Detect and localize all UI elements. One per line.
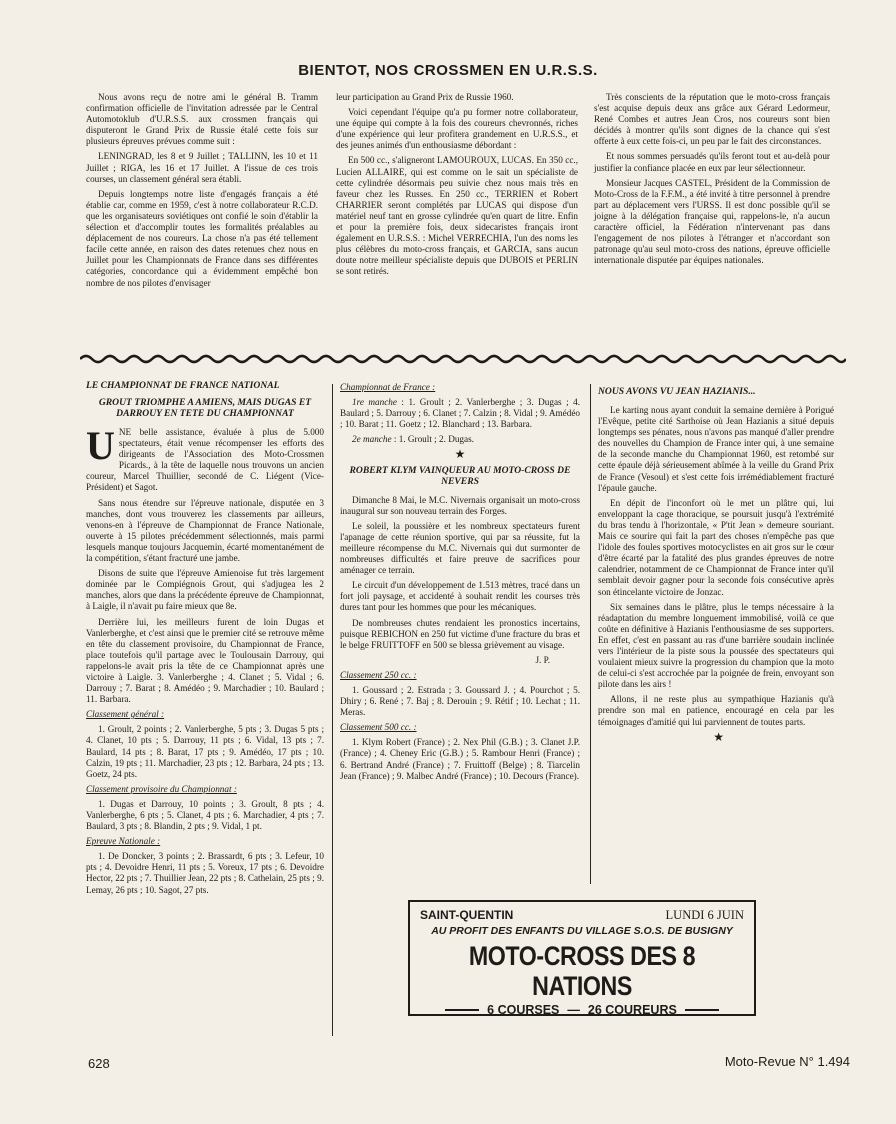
general-label: Classement général :	[86, 709, 165, 720]
ad-riders: 26 COUREURS	[587, 1003, 677, 1017]
author-signature: J. P.	[535, 654, 550, 665]
ad-left-rule	[445, 1009, 479, 1011]
champ-france-label: Championnat de France :	[340, 382, 436, 392]
nevers-para-4: De nombreuses chutes rendaient les pronostics incertains, puisque REBICHON en 250 fut victime d'une fracture du bras et le belge FRUITTOFF en 500 se blessa grièvement au visage.	[340, 617, 580, 650]
column-rule-2	[590, 384, 591, 884]
top-col2-para-2: Voici cependant l'équipe qu'a pu former notre collaborateur, une équipe qui compte à la fois des coureurs chevronnés, riches d'une expérience qui leur profitera grandement en U.R.S.S., et des jeunes animés d'un enthousiasme débordant :	[336, 107, 578, 151]
national-results: 1. De Doncker, 3 points ; 2. Brassardt, 6 pts ; 3. Lefeur, 10 pts ; 4. Devoidre Henri, 11 pts ; 5. Voreux, 17 pts ; 6. Devoidre Hector, 22 pts ; 7. Thuillier Jean, 22 pts ; 8. Cathelain, 25 pts ; 9. Lemay, 26 pts ; 10. Sagot, 27 pts.	[86, 851, 324, 895]
provisional-label: Classement provisoire du Championnat :	[86, 783, 237, 794]
hazianis-para-1: Le karting nous ayant conduit la semaine dernière à Porigué l'Evêque, petite cité Sarthoise où Jean Hazianis a situé depuis longtemps ses pénates, nous n'avons pas manqué d'aller prendre des nouvelles du Champion de France inter qui, à une semaine de la seconde manche du Championnat 1960, est retombé sur cette épaule déjà sérieusement abîmée à la veille du Grand Prix de France (Vesoul) et s'est cette fois irrémédiablement fracturé l'épaule gauche.	[598, 405, 834, 493]
ad-city: SAINT-QUENTIN	[420, 908, 514, 922]
section-title: LE CHAMPIONNAT DE FRANCE NATIONAL	[86, 380, 280, 391]
top-article-col1	[86, 92, 318, 293]
ad-benefit: AU PROFIT DES ENFANTS DU VILLAGE S.O.S. DE BUSIGNY	[431, 925, 733, 937]
general-results: 1. Groult, 2 points ; 2. Vanlerberghe, 5 pts ; 3. Dugas 5 pts ; 4. Clanet, 10 pts ; 5. Darrouy, 11 pts ; 6. Vidal, 13 pts ; 7. Baulard, 14 pts ; 8. Barat, 17 pts ; 9. Amédéo, 17 pts ; 10. Calzin, 19 pts ; 11. Marchadier, 23 pts ; 12. Barbara, 24 pts ; 13. Goetz, 24 pts.	[86, 724, 324, 779]
manche-2-results	[340, 434, 580, 445]
top-col3-para-1: Très conscients de la réputation que le moto-cross français s'est acquise depuis deux ans grâce aux Gérard Ledormeur, René Combes et autres Jean Cros, nos coureurs sont bien décidés à montrer qu'ils sont dignes de la chance qui s'est offerte à eux cette fois-ci, un peu par le fait des circonstances.	[594, 92, 830, 147]
hazianis-para-2: En dépit de l'inconfort où le met un plâtre qui, lui enveloppant la cage thoracique, se poursuit jusqu'à l'extrémité du bras tendu à l'horizontale, « P'tit Jean » demeure souriant. Mais ce sourire qui fait la part des choses n'empêche pas que l'idole des foules sportives motocyclistes en ait gros sur le cœur d'être écarté par la fatalité des plus grandes épreuves de notre calendrier, notamment de ce Championnat de France inter qu'il semblait devoir gagner pour la seconde fois consécutive après son étincelante victoire de Jonzac.	[598, 497, 834, 597]
manche-1-text: : 1. Groult ; 2. Vanlerberghe ; 3. Dugas ; 4. Baulard ; 5. Darrouy ; 6. Clanet ; 7. Calzin ; 8. Vidal ; 9. Amédéo ; 10. Barat ; 11. Goetz ; 12. Blanchard ; 13. Barbara.	[340, 397, 580, 430]
c250-label: Classement 250 cc. :	[340, 669, 417, 680]
c500-results: 1. Klym Robert (France) ; 2. Nex Phil (G.B.) ; 3. Clanet J.P. (France) ; 4. Cheney Eric (G.B.) ; 5. Rambour Henri (France) ; 6. Bertrand André (France) ; 7. Fruittoff (Belge) ; 8. Tiarcelin Jean (France) ; 9. Malbec André (France) ; 10. Decours (France).	[340, 737, 580, 781]
top-col1-para-1: Nous avons reçu de notre ami le général B. Tramm confirmation officielle de l'invitation adressée par le Central Automotoklub d'U.R.S.S. aux crossmen français qui disputeront le Grand Prix de Russie étalé cette fois sur plusieurs épreuves prévues comme suit :	[86, 92, 318, 147]
champ-para-3: Derrière lui, les meilleurs furent de loin Dugas et Vanlerberghe, et c'est ainsi que le premier cité se retrouve même en tête du classement provisoire, du Championnat de France, place toutefois qu'il partage avec le Toulousain Darrouy, qui rappelons-le avait pris la tête de ce Championnat après une victoire à Laigle. 3. Vanlerberghe ; 4. Clanet ; 5. Vidal ; 6. Darrouy ; 7. Barat ; 8. Amédéo ; 9. Marchadier ; 10. Baulard ; 11. Barbara.	[86, 616, 324, 705]
star-separator: ★	[454, 447, 466, 462]
column-rule-1	[332, 384, 333, 1036]
article-subtitle: GROUT TRIOMPHE A AMIENS, MAIS DUGAS ET DARROUY EN TETE DU CHAMPIONNAT	[98, 397, 312, 419]
c250-results: 1. Goussard ; 2. Estrada ; 3. Goussard J. ; 4. Pourchot ; 5. Dhiry ; 6. René ; 7. Baj ; 8. Derouin ; 9. Rétif ; 10. Lechat ; 11. Meras.	[340, 684, 580, 718]
nevers-para-3: Le circuit d'un développement de 1.513 mètres, tracé dans un fort joli paysage, et accidenté à souhait rendit les courses très dures tant pour les hommes que pour les mécaniques.	[340, 580, 580, 613]
top-col3-para-3: Monsieur Jacques CASTEL, Président de la Commission de Moto-Cross de la F.F.M., a été invité à titre personnel à prendre part au déplacement vers l'URSS. Il est donc possible qu'il se joigne à la délégation française qui, rappelons-le, n'a aucun caractère officiel, la Fédération n'intervenant pas dans l'engagement de nos pilotes à l'étranger et n'accordant son patronage qu'au seul moto-cross des nations, épreuve officielle internationale disputée par équipes nationales.	[594, 177, 830, 266]
provisional-results: 1. Dugas et Darrouy, 10 points ; 3. Groult, 8 pts ; 4. Vanlerberghe, 6 pts ; 5. Clanet, 4 pts ; 6. Marchadier, 4 pts ; 7. Baulard, 3 pts ; 8. Blandin, 2 pts ; 9. Vidal, 1 pt.	[86, 798, 324, 832]
ad-dash: —	[567, 1003, 580, 1017]
wavy-divider	[80, 352, 846, 366]
championnat-article	[86, 380, 324, 900]
top-col1-para-2: LENINGRAD, les 8 et 9 Juillet ; TALLINN, les 10 et 11 Juillet ; RIGA, les 16 et 17 Juillet. A l'issue de ces trois courses, un classement général sera établi.	[86, 151, 318, 184]
manche-1-results	[340, 397, 580, 430]
middle-column	[340, 382, 580, 786]
lead-paragraph	[86, 423, 324, 494]
manche-2-text: : 1. Groult ; 2. Dugas.	[391, 434, 474, 445]
top-col1-para-3: Depuis longtemps notre liste d'engagés français a été établie car, comme en 1959, c'est à notre collaborateur R.C.D. que les organisateurs soviétiques ont confié le soin d'établir la sélection et d'accomplir toutes les formalités préalables au déplacement de nos coureurs. La chose n'a pas été tellement facile cette année, en raison des dates retenues chez nous en Juillet pour les Championnats de France dans ses différentes catégories, concordance qui a évidemment empêché bon nombre de nos pilotes d'envisager	[86, 188, 318, 288]
drop-cap: U	[86, 423, 115, 468]
nevers-subtitle: ROBERT KLYM VAINQUEUR AU MOTO-CROSS DE NEVERS	[349, 464, 571, 487]
champ-para-2: Disons de suite que l'épreuve Amienoise fut très largement dominée par le Compiégnois Grout, qui s'adjugea les 2 manches, alors que dans la précédente épreuve de Championnat, à Laigle, il n'avait pu faire mieux que 8e.	[86, 568, 324, 612]
national-label: Epreuve Nationale :	[86, 836, 161, 847]
top-col2-para-1: leur participation au Grand Prix de Russie 1960.	[336, 92, 514, 102]
ad-right-rule	[685, 1009, 719, 1011]
lead-text: NE belle assistance, évaluée à plus de 5.000 spectateurs, était venue récompenser les efforts des dirigeants de l'Association des Moto-Crossmen Picards., à la tête de laquelle nous trouvons un ancien coureur, Marcel Thuillier, secondé de C. Liégent (Vice-Président) et Sagot.	[86, 427, 324, 493]
end-star: ★	[713, 729, 724, 744]
hazianis-para-3: Six semaines dans le plâtre, plus le temps nécessaire à la réadaptation du membre longuement immobilisé, voilà ce que coûte en définitive à Hazianis l'enthousiasme de ses supporters. En effet, c'est en passant au ras d'une barrière soudain inclinée vers l'intérieur de la piste sous la poussée des spectateurs qui voulaient mieux suivre la progression du champion que la moto de celui-ci s'est accrochée par la poignée de frein, envoyant son pilote dans les airs !	[598, 601, 834, 690]
nevers-para-2: Le soleil, la poussière et les nombreux spectateurs furent l'apanage de cette réunion sportive, qui par sa réussite, fut la meilleure récompense du M.C. Nivernais qui dut surmonter de nombreuses difficultés et faire preuve de sacrifices pour aménager ce terrain.	[340, 520, 580, 576]
nevers-para-1: Dimanche 8 Mai, le M.C. Nivernais organisait un moto-cross inaugural sur son nouveau terrain des Forges.	[340, 494, 580, 516]
ad-event-title: MOTO-CROSS DES 8 NATIONS	[468, 941, 696, 1001]
top-article-col3	[594, 92, 830, 270]
headline: BIENTOT, NOS CROSSMEN EN U.R.S.S.	[298, 62, 598, 79]
top-col3-para-2: Et nous sommes persuadés qu'ils feront tout et au-delà pour justifier la confiance placée en eux par leur sélectionneur.	[594, 151, 830, 173]
top-article-col2	[336, 92, 578, 282]
manche-2-label: 2e manche	[352, 434, 392, 445]
top-col2-para-3: En 500 cc., s'aligneront LAMOUROUX, LUCAS. En 350 cc., Lucien ALLAIRE, qui est comme on le sait un spécialiste de cette cylindrée désormais peu suivie chez nous mais très en faveur chez les Russes. En 250 cc., TERRIEN et Robert CHARRIER seront complétés par LUCAS qui dispose d'un matériel neuf tant en grosse cylindrée qu'en quart de litre. Enfin et pour la première fois, deux sidecaristes français iront également en U.R.S.S. : Michel VERRECHIA, l'un des noms les plus célèbres du moto-cross français, et GARCIA, sans aucun doute notre meilleur spécialiste depuis que DUBOIS et PERLIN se sont retirés.	[336, 155, 578, 277]
champ-para-1: Sans nous étendre sur l'épreuve nationale, disputée en 3 manches, dont vous trouverez les classements par ailleurs, venons-en à l'épreuve de Championnat de France Nationale, ouverte à 15 pilotes précédemment sélectionnés, mais parmi lesquels manque toujours Jacquemin, écarté momentanément de la compétition, s'étant fracturé une jambe.	[86, 497, 324, 564]
c500-label: Classement 500 cc. :	[340, 722, 417, 733]
ad-courses: 6 COURSES	[487, 1003, 560, 1017]
hazianis-article	[598, 386, 834, 747]
ad-date: LUNDI 6 JUIN	[665, 908, 744, 922]
manche-1-label: 1re manche	[352, 397, 397, 408]
hazianis-para-4: Allons, il ne reste plus au sympathique Hazianis qu'à prendre son mal en patience, encouragé en cela par les témoignages d'amitié qui lui parviennent de toutes parts.	[598, 694, 834, 727]
page-number: 628	[88, 1056, 110, 1071]
magazine-issue: Moto-Revue N° 1.494	[724, 1054, 850, 1069]
event-advertisement	[408, 900, 756, 1016]
hazianis-title: NOUS AVONS VU JEAN HAZIANIS...	[598, 386, 756, 397]
